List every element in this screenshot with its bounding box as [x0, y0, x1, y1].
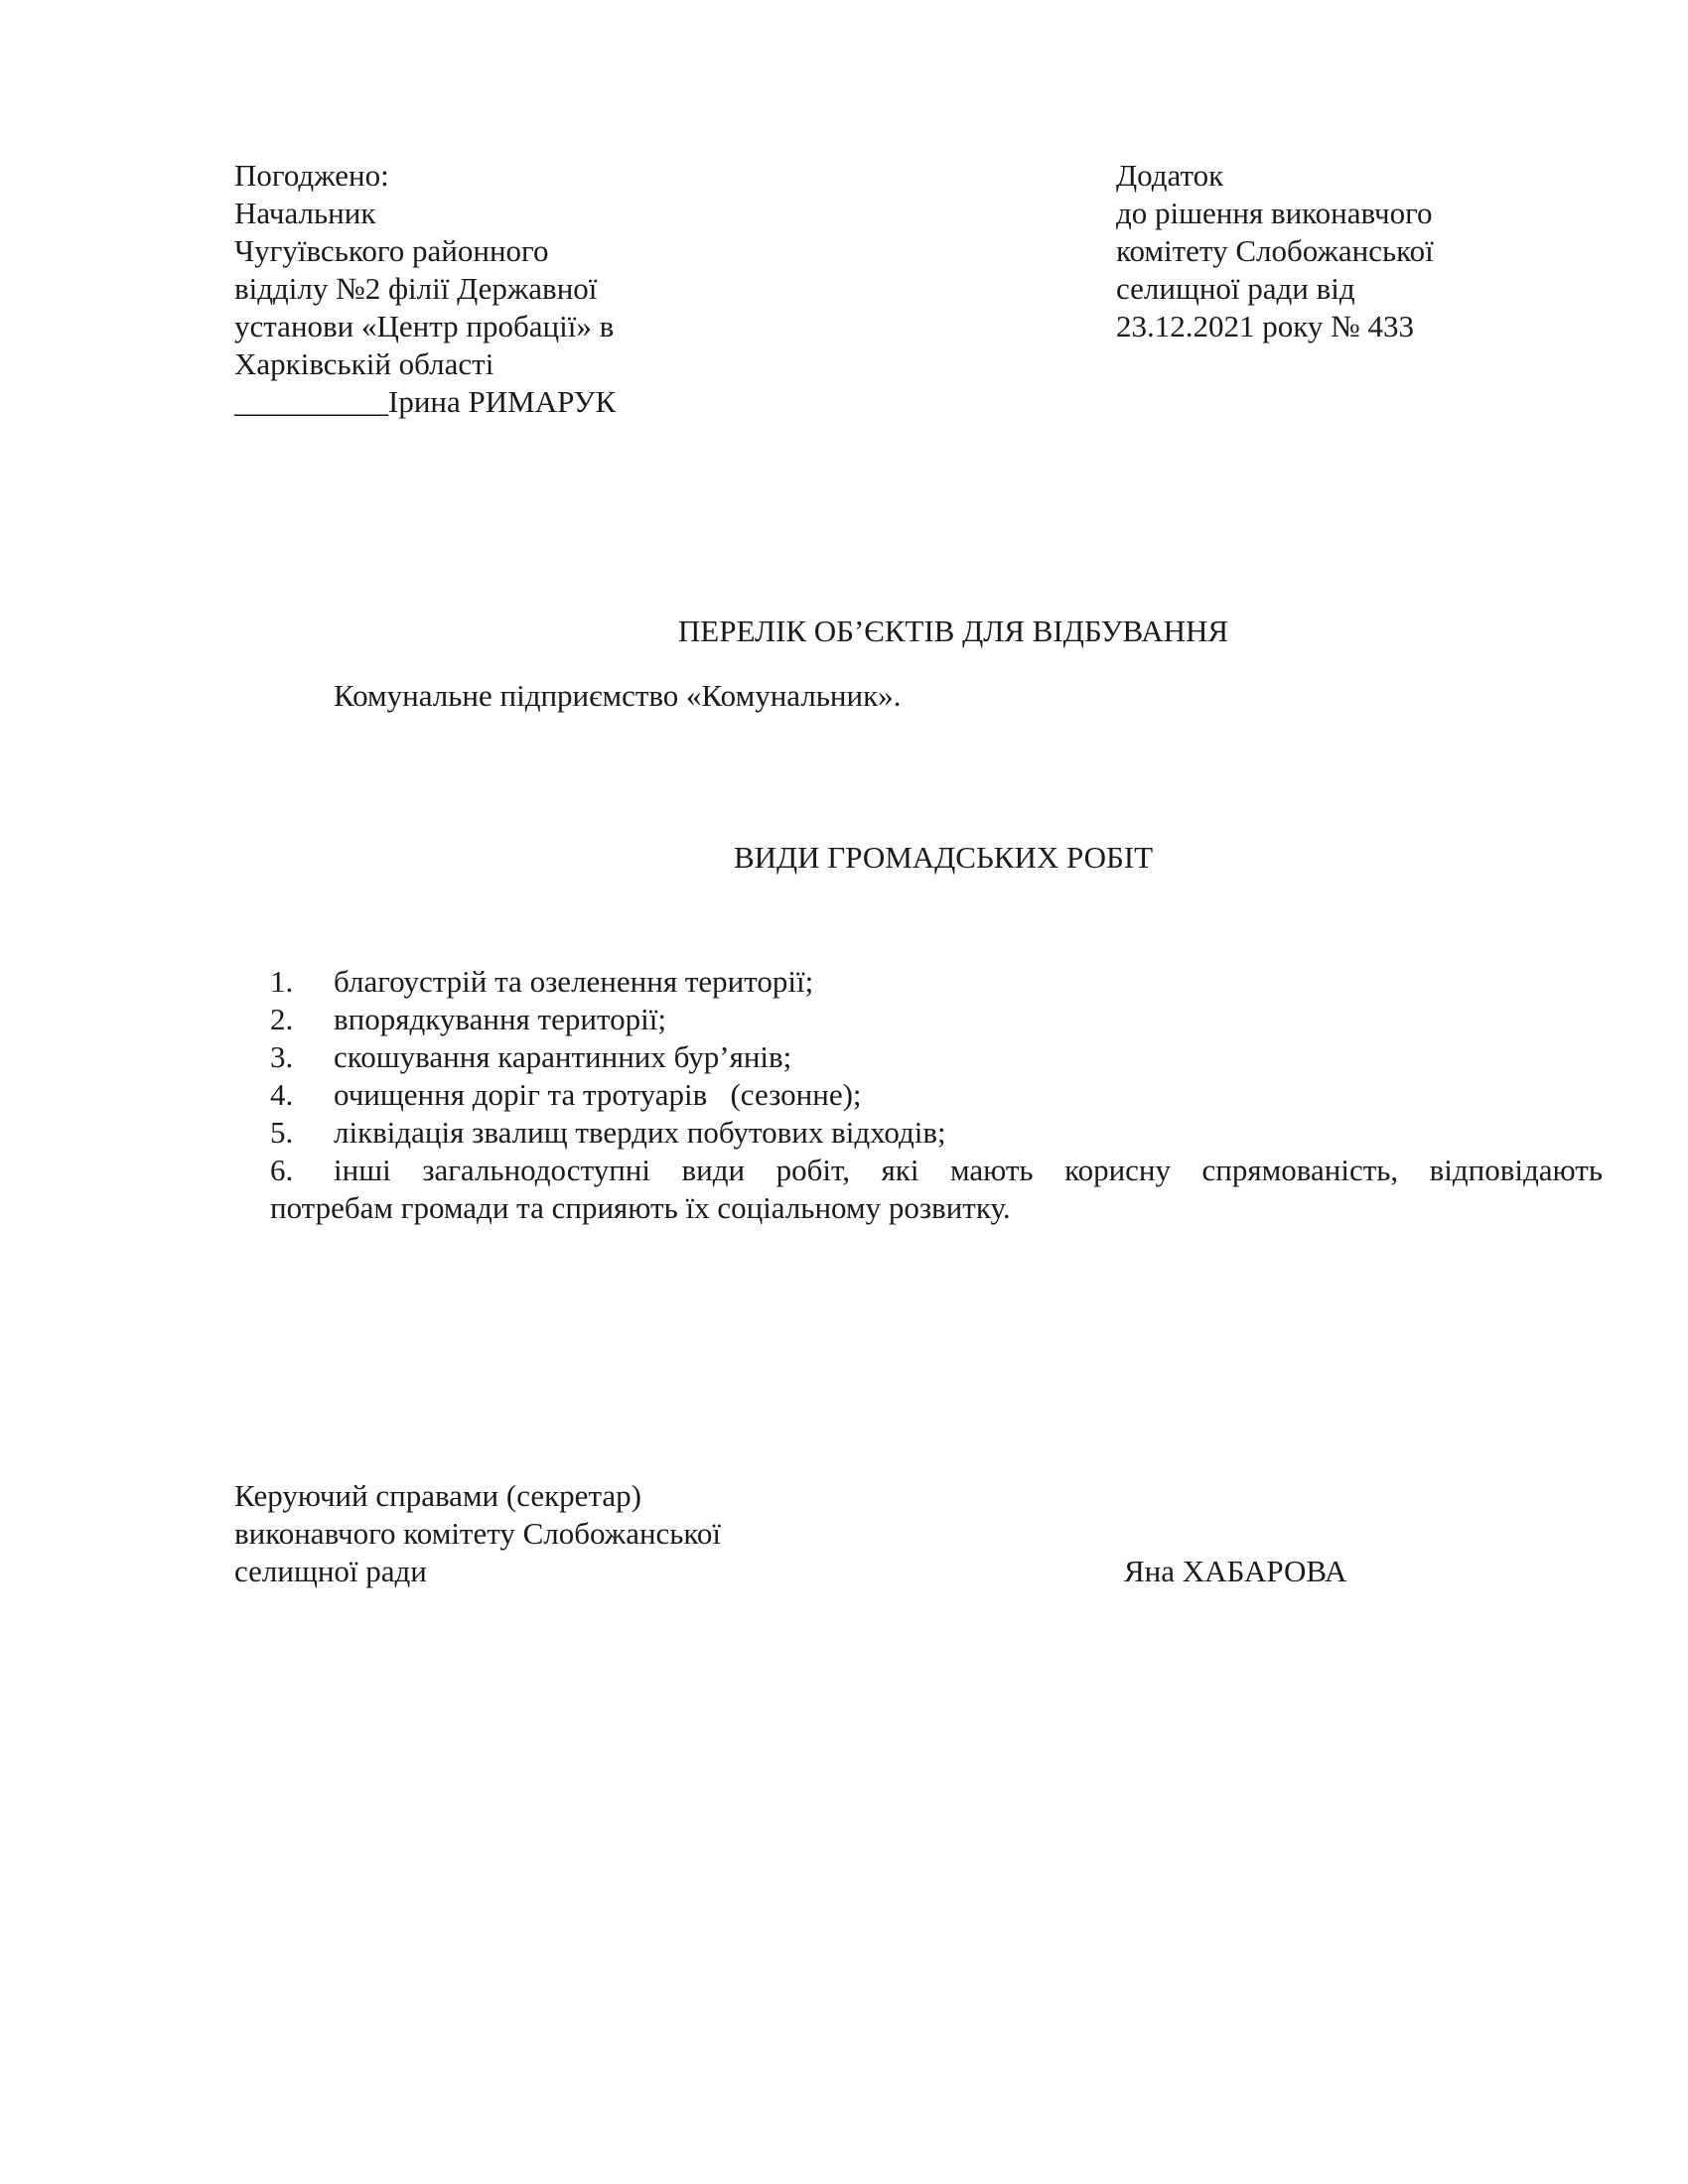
- approval-signature-line: __________Ірина РИМАРУК: [234, 384, 617, 419]
- signatory-position-line: селищної ради: [234, 1554, 427, 1588]
- list-item-text: ліквідація звалищ твердих побутових відходів;: [334, 1115, 946, 1150]
- works-types-title: ВИДИ ГРОМАДСЬКИХ РОБІТ: [733, 840, 1154, 875]
- signatory-name: Яна ХАБАРОВА: [1124, 1554, 1347, 1588]
- list-item-text: скошування карантинних бур’янів;: [334, 1039, 792, 1074]
- list-item-number: 6.: [270, 1153, 294, 1187]
- list-item: [270, 1152, 1603, 1227]
- appendix-line: до рішення виконавчого: [1116, 196, 1433, 230]
- signature-block: [234, 1477, 721, 1590]
- list-item-text: інші загальнодоступні види робіт, які мають корисну спрямованість, відповідають: [334, 1153, 1603, 1187]
- list-item-text: благоустрій та озеленення території;: [334, 964, 814, 999]
- list-item-number: 4.: [270, 1077, 294, 1112]
- list-item-number: 5.: [270, 1115, 294, 1150]
- objects-list-title: ПЕРЕЛІК ОБ’ЄКТІВ ДЛЯ ВІДБУВАННЯ: [677, 614, 1229, 648]
- approval-line: установи «Центр пробації» в: [234, 309, 615, 343]
- approval-line: Харківській області: [234, 346, 494, 381]
- works-list: [270, 963, 1603, 1227]
- list-item: [270, 963, 1603, 1001]
- approval-line: Начальник: [234, 196, 376, 230]
- list-item-text: впорядкування території;: [334, 1002, 666, 1036]
- signatory-position-line: виконавчого комітету Слобожанської: [234, 1516, 722, 1551]
- approval-line: відділу №2 філії Державної: [234, 271, 598, 306]
- appendix-line: селищної ради від: [1116, 271, 1355, 306]
- list-item-number: 1.: [270, 964, 294, 999]
- approval-block: [234, 157, 616, 421]
- enterprise-name: Комунальне підприємство «Комунальник».: [334, 678, 902, 713]
- list-item-number: 2.: [270, 1002, 294, 1036]
- appendix-date-line: 23.12.2021 року № 433: [1116, 309, 1414, 343]
- approval-line: Погоджено:: [234, 158, 389, 193]
- list-item-text-continuation: потребам громади та сприяють їх соціальному розвитку.: [270, 1190, 1011, 1225]
- appendix-block: [1116, 157, 1434, 345]
- list-item-text: очищення доріг та тротуарів (сезонне);: [334, 1077, 862, 1112]
- list-item: [270, 1076, 1603, 1114]
- list-item: [270, 1038, 1603, 1076]
- appendix-line: комітету Слобожанської: [1116, 233, 1434, 268]
- signatory-position-line: Керуючий справами (секретар): [234, 1478, 641, 1513]
- list-item: [270, 1001, 1603, 1038]
- list-item-number: 3.: [270, 1039, 294, 1074]
- approval-line: Чугуївського районного: [234, 233, 549, 268]
- list-item: [270, 1114, 1603, 1152]
- appendix-line: Додаток: [1116, 158, 1224, 193]
